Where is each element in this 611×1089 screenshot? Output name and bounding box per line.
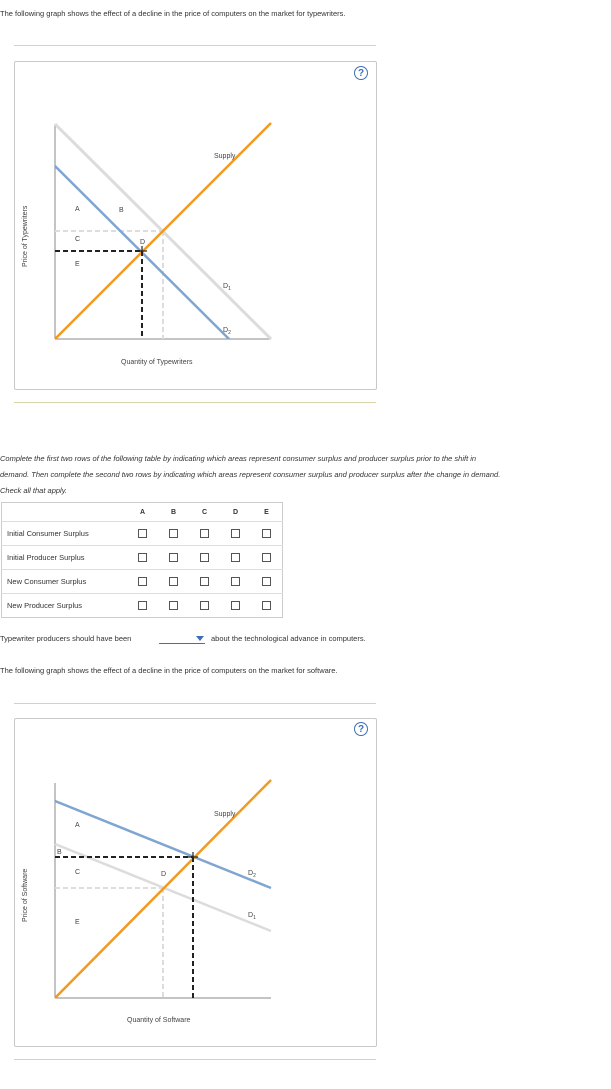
area-label-d: D [140, 239, 146, 246]
x-axis-label: Quantity of Software [127, 1017, 191, 1024]
checkbox[interactable] [231, 553, 240, 562]
d1-label: $D_1$ [223, 283, 231, 292]
graph2-svg [15, 719, 376, 1046]
surplus-table [1, 502, 283, 618]
checkbox[interactable] [169, 577, 178, 586]
checkbox[interactable] [262, 577, 271, 586]
checkbox[interactable] [231, 577, 240, 586]
divider [14, 1059, 376, 1060]
instructions [0, 451, 611, 499]
area-label-c: C [75, 869, 81, 876]
table-row [2, 570, 283, 594]
table-header-row [2, 503, 283, 522]
column-header: D [232, 508, 239, 516]
column-header: C [201, 508, 208, 516]
supply-label: Supply [214, 153, 236, 160]
checkbox[interactable] [138, 553, 147, 562]
area-label-e: E [75, 261, 80, 268]
y-axis-label: Price of Software [22, 868, 29, 922]
d2-label: $D_2$ [248, 870, 256, 879]
help-icon[interactable]: ? [354, 66, 368, 80]
checkbox[interactable] [200, 601, 209, 610]
checkbox[interactable] [200, 529, 209, 538]
checkbox[interactable] [231, 529, 240, 538]
checkbox[interactable] [169, 601, 178, 610]
table-row [2, 546, 283, 570]
sentence-after: about the technological advance in computers. [211, 634, 366, 643]
d1-label: $D_1$ [248, 912, 256, 921]
column-header: B [170, 508, 177, 516]
attitude-dropdown[interactable] [159, 633, 205, 644]
area-label-a: A [75, 206, 80, 213]
sentence-before: Typewriter producers should have been [0, 634, 132, 643]
area-label-a: A [75, 822, 80, 829]
help-icon[interactable]: ? [354, 722, 368, 736]
graph1-intro: The following graph shows the effect of a decline in the price of computers on the market for typewriters. [0, 9, 346, 18]
table-row [2, 522, 283, 546]
divider [14, 402, 376, 403]
y-axis-label: Price of Typewriters [22, 205, 29, 267]
checkbox[interactable] [169, 529, 178, 538]
checkbox[interactable] [262, 553, 271, 562]
checkbox[interactable] [169, 553, 178, 562]
checkbox[interactable] [262, 601, 271, 610]
checkbox[interactable] [200, 577, 209, 586]
checkbox[interactable] [262, 529, 271, 538]
graph2-panel [14, 718, 377, 1047]
supply-label: Supply [214, 811, 236, 818]
graph1-svg [15, 62, 376, 389]
chevron-down-icon [196, 636, 204, 641]
graph1-panel [14, 61, 377, 390]
row-label: Initial Consumer Surplus [2, 522, 128, 546]
checkbox[interactable] [138, 577, 147, 586]
area-label-c: C [75, 236, 81, 243]
table-row [2, 594, 283, 618]
area-label-b: B [57, 849, 62, 856]
checkbox[interactable] [231, 601, 240, 610]
instructions-line: Complete the first two rows of the following table by indicating which areas represent consumer surplus and producer surplus prior to the shift in [0, 454, 477, 463]
area-label-e: E [75, 919, 80, 926]
divider [14, 703, 376, 704]
checkbox[interactable] [200, 553, 209, 562]
x-axis-label: Quantity of Typewriters [121, 359, 193, 366]
checkbox[interactable] [138, 601, 147, 610]
column-header: E [264, 508, 269, 516]
column-header: A [139, 508, 146, 516]
divider [14, 45, 376, 46]
instructions-line: demand. Then complete the second two rows by indicating which areas represent consumer surplus and producer surplus after the change in demand. [0, 470, 501, 479]
row-label: New Producer Surplus [2, 594, 128, 618]
row-label: New Consumer Surplus [2, 570, 128, 594]
d2-label: $D_2$ [223, 327, 231, 336]
row-label: Initial Producer Surplus [2, 546, 128, 570]
instructions-line: Check all that apply. [0, 486, 67, 495]
checkbox[interactable] [138, 529, 147, 538]
area-label-d: D [161, 871, 167, 878]
area-label-b: B [119, 207, 124, 214]
graph2-intro: The following graph shows the effect of a decline in the price of computers on the market for software. [0, 666, 338, 675]
